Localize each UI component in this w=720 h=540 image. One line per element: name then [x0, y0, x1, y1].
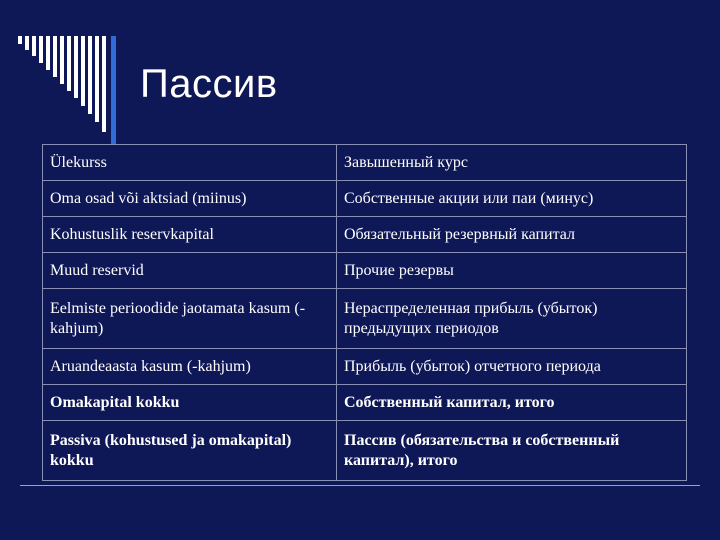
deco-bar [67, 36, 71, 91]
bottom-divider [20, 485, 700, 486]
estonian-term-cell: Ülekurss [43, 145, 337, 181]
estonian-term-cell: Kohustuslik reservkapital [43, 217, 337, 253]
deco-bar [32, 36, 36, 56]
russian-term-cell: Собственный капитал, итого [337, 385, 687, 421]
russian-term-cell: Пассив (обязательства и собственный капитал), итого [337, 421, 687, 481]
table-row [43, 217, 687, 253]
russian-term-cell: Собственные акции или паи (минус) [337, 181, 687, 217]
deco-bar [53, 36, 57, 77]
deco-bar [74, 36, 78, 98]
page-title: Пассив [140, 62, 278, 106]
deco-bar [25, 36, 29, 50]
deco-bar [81, 36, 85, 106]
estonian-term-cell: Oma osad või aktsiad (miinus) [43, 181, 337, 217]
russian-term-cell: Обязательный резервный капитал [337, 217, 687, 253]
deco-bar [95, 36, 99, 122]
translation-table [42, 144, 687, 481]
table-row [43, 253, 687, 289]
table-row [43, 181, 687, 217]
table-row [43, 421, 687, 481]
russian-term-cell: Прочие резервы [337, 253, 687, 289]
estonian-term-cell: Aruandeaasta kasum (-kahjum) [43, 349, 337, 385]
estonian-term-cell: Muud reservid [43, 253, 337, 289]
estonian-term-cell: Omakapital kokku [43, 385, 337, 421]
table-row [43, 145, 687, 181]
russian-term-cell: Прибыль (убыток) отчетного периода [337, 349, 687, 385]
deco-bar [88, 36, 92, 114]
table-row [43, 349, 687, 385]
deco-bar [39, 36, 43, 63]
estonian-term-cell: Eelmiste perioodide jaotamata kasum (-kahjum) [43, 289, 337, 349]
russian-term-cell: Завышенный курс [337, 145, 687, 181]
deco-bar [46, 36, 50, 70]
accent-bar [111, 36, 116, 144]
estonian-term-cell: Passiva (kohustused ja omakapital) kokku [43, 421, 337, 481]
deco-bar [18, 36, 22, 44]
table-row [43, 385, 687, 421]
vertical-bar-decoration [18, 36, 106, 132]
deco-bar [60, 36, 64, 84]
deco-bar [102, 36, 106, 132]
russian-term-cell: Нераспределенная прибыль (убыток) предыдущих периодов [337, 289, 687, 349]
table-row [43, 289, 687, 349]
